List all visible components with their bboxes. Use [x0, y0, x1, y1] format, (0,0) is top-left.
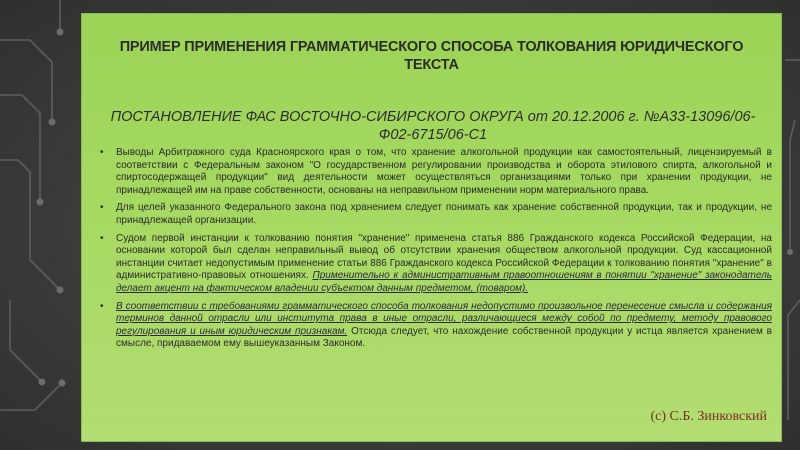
bullet-list [94, 147, 772, 356]
bullet-item [94, 202, 772, 227]
slide-panel [81, 13, 782, 442]
author-credit: (с) С.Б. Зинковский [650, 409, 767, 424]
slide-title: ПРИМЕР ПРИМЕНЕНИЯ ГРАММАТИЧЕСКОГО СПОСОБА ТОЛКОВАНИЯ ЮРИДИЧЕСКОГО ТЕКСТА [119, 39, 744, 73]
bullet-emphasis: Применительно к административным правоотношениям в понятии "хранение" законодатель делает акцент на фактическом владении субъектом данным предметом, (товаром). [116, 270, 773, 294]
bullet-text: Для целей указанного Федерального закона под хранением следует понимать как хранение собственной продукции, так и продукции, не принадлежащей организации. [116, 202, 772, 226]
slide-subtitle: ПОСТАНОВЛЕНИЕ ФАС ВОСТОЧНО-СИБИРСКОГО ОКРУГА от 20.12.2006 г. №А33-13096/06-Ф02-6715/06-С1 [110, 109, 756, 143]
bullet-text: Отсюда следует, что нахождение собственной продукции у истца является хранением в смысле, придаваемом ему вышеуказанным Законом. [116, 325, 772, 350]
bullet-item [94, 233, 772, 296]
bullet-item [94, 147, 772, 197]
bullet-text: Выводы Арбитражного суда Красноярского края о том, что хранение алкогольной продукции как самостоятельный, лицензируемый в соответствии с Федеральным законом "О государственном регулировании производства и оборота этилового спирта, алкогольной и спиртосодержащей продукции" вид деятельности может осуществляться организациями только при хранении продукции, не принадлежащей им на праве собственности, основаны на неправильном применении норм материального права. [116, 147, 772, 196]
bullet-item [94, 301, 772, 351]
bullet-emphasis: В соответствии с требованиями грамматического способа толкования недопустимо произвольное перенесение смысла и содержания терминов данной отрасли или института права в иные отрасли, различающиеся между собой по предмету, методу правового регулирования и иным юридическим признакам. [116, 300, 772, 337]
bullet-text: Судом первой инстанции к толкованию понятия "хранение" применена статья 886 Гражданского кодекса Российской Федерации, на основании которой был сделан неправильный вывод об отсутствии хранения обществом алкогольной продукции. Суд кассационной инстанции считает недопустимым применение статьи 886 Гражданского кодекса Российской Федерации к толкованию понятия "хранение" в административно-правовых отношениях. [116, 232, 772, 282]
